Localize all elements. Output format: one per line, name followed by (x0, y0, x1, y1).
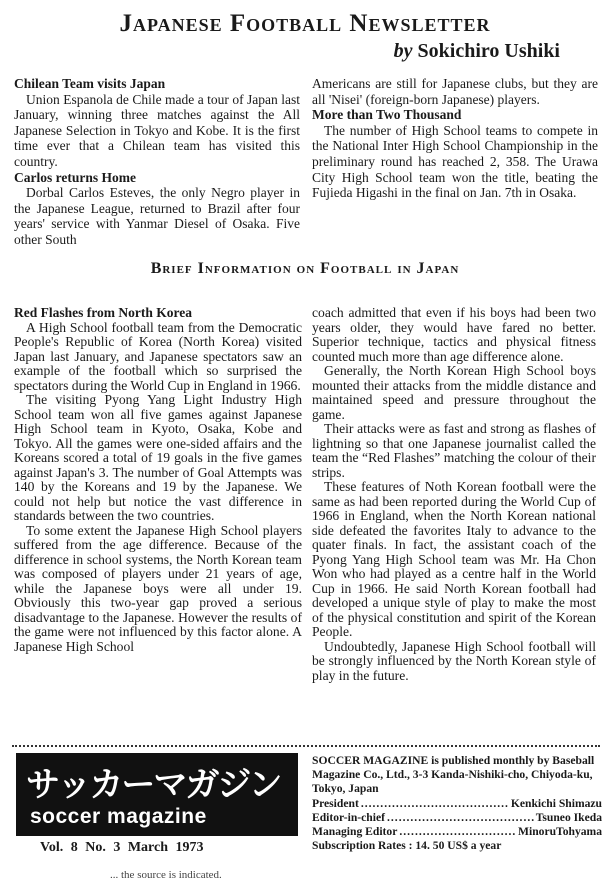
soccer-magazine-logo (16, 753, 298, 836)
top-left-column (14, 76, 300, 248)
paragraph-red-flashes-7: These features of Noth Korean football were the same as had been reported during the World Cup of 1966 in England, when the North Korean national side defeated the favorites Italy to advance to the quater finals. In fact, the assistant coach of the Pyong Yang High School team was Mr. Ha Chon Won who had played as a centre half in the World Cup in 1966. He said North Korean football had developed a unique style of play to make the most of the physical constitution and spirit of the Korean People. (312, 479, 596, 639)
headline-red-flashes: Red Flashes from North Korea (14, 305, 192, 320)
managing-editor-label: Managing Editor (312, 825, 398, 839)
leader-dots (361, 797, 509, 811)
subscription-rates: Subscription Rates : 14. 50 US$ a year (312, 839, 502, 853)
paragraph-red-flashes-8: Undoubtedly, Japanese High School football will be strongly influenced by the North Korean style of play in the future. (312, 638, 596, 683)
managing-editor-name: MinoruTohyama (518, 825, 602, 839)
leader-dots (399, 825, 516, 839)
paragraph-red-flashes-1: A High School football team from the Democratic People's Republic of Korea (North Korea) visited Japan last January, and Japanese spectators saw an example of the football which so surprised the spectators during the World Cup in England in 1966. (14, 319, 302, 393)
paragraph-chilean-team: Union Espanola de Chile made a tour of Japan last January, winning three matches against the All Japanese Selection in Tokyo and Kobe. It is the first time ever that a Chilean team has visited this country. (14, 91, 300, 169)
byline-by: by (393, 40, 413, 62)
cut-off-footer-line: ... the source is indicated. (110, 869, 222, 881)
headline-two-thousand: More than Two Thousand (312, 107, 462, 123)
logo-japanese-text: サッカーマガジン (26, 765, 281, 805)
president-row (312, 797, 602, 811)
footer-divider (12, 745, 600, 748)
issue-info: Vol. 8 No. 3 March 1973 (40, 840, 204, 855)
section-title: Brief Information on Football in Japan (150, 260, 460, 277)
paragraph-red-flashes-2: The visiting Pyong Yang Light Industry High School team won all five games against Japanese High School team in Kyoto, Osaka, Kobe and Tokyo. All the games were one-sided affairs and the Koreans scored a total of 19 goals in the five games against Japan's 3. The number of Goal Attempts was 140 by the Koreans and 19 by the Japanese. We could not help but notice the vast difference in standards between the two countries. (14, 392, 302, 523)
paragraph-carlos-returns: Dorbal Carlos Esteves, the only Negro player in the Japanese League, returned to Brazil after four years' service with Yanmar Diesel of Osaka. Five other South (14, 185, 300, 247)
managing-editor-row (312, 825, 602, 839)
paragraph-two-thousand: The number of High School teams to compete in the National Inter High School Championship in the preliminary round has reached 2, 358. The Urawa City High School team won the title, beating the Fujieda Higashi in the final on Jan. 7th in Osaka. (312, 122, 598, 201)
paragraph-red-flashes-3: To some extent the Japanese High School players suffered from the age difference. Because of the difference in school systems, the North Korean team was composed of players under 21 years of age, while the Japanese boys were all under 19. Obviously this two-year gap proved a serious disadvantage to the Japanese. However the results of the game were not influenced by this factor alone. A Japanese High School (14, 522, 302, 654)
leader-dots (387, 811, 534, 825)
paragraph-red-flashes-6: Their attacks were as fast and strong as flashes of lightning so that one Japanese journalist called the team the “Red Flashes” matching the colour of their strips. (312, 421, 596, 480)
logo-english-text: soccer magazine (30, 805, 207, 828)
paragraph-red-flashes-5: Generally, the North Korean High School boys mounted their attacks from the middle distance and maintained speed and pressure throughout the game. (312, 363, 596, 422)
paragraph-south-americans: Americans are still for Japanese clubs, but they are all 'Nisei' (foreign-born Japanese) players. (312, 76, 598, 107)
top-right-column (312, 76, 598, 201)
headline-chilean-team: Chilean Team visits Japan (14, 76, 166, 91)
imprint-intro: SOCCER MAGAZINE is published monthly by Baseball Magazine Co., Ltd., 3-3 Kanda-Nishiki-cho, Chiyoda-ku, Tokyo, Japan (312, 754, 595, 796)
imprint-block (312, 754, 602, 853)
bottom-right-column (312, 306, 596, 683)
president-name: Kenkichi Shimazu (510, 796, 602, 810)
byline (394, 40, 560, 63)
newsletter-title: Japanese Football Newsletter (119, 10, 491, 37)
bottom-left-column (14, 306, 302, 654)
headline-carlos-returns: Carlos returns Home (14, 169, 136, 185)
editor-label: Editor-in-chief (312, 810, 385, 824)
paragraph-red-flashes-4: coach admitted that even if his boys had been two years older, they would have fared no better. Superior technique, tactics and physical fitness counted much more than age difference alone. (312, 305, 596, 364)
president-label: President (312, 796, 359, 810)
author-name: Sokichiro Ushiki (417, 40, 560, 62)
editor-row (312, 811, 602, 825)
editor-name: Tsuneo Ikeda (535, 810, 602, 824)
